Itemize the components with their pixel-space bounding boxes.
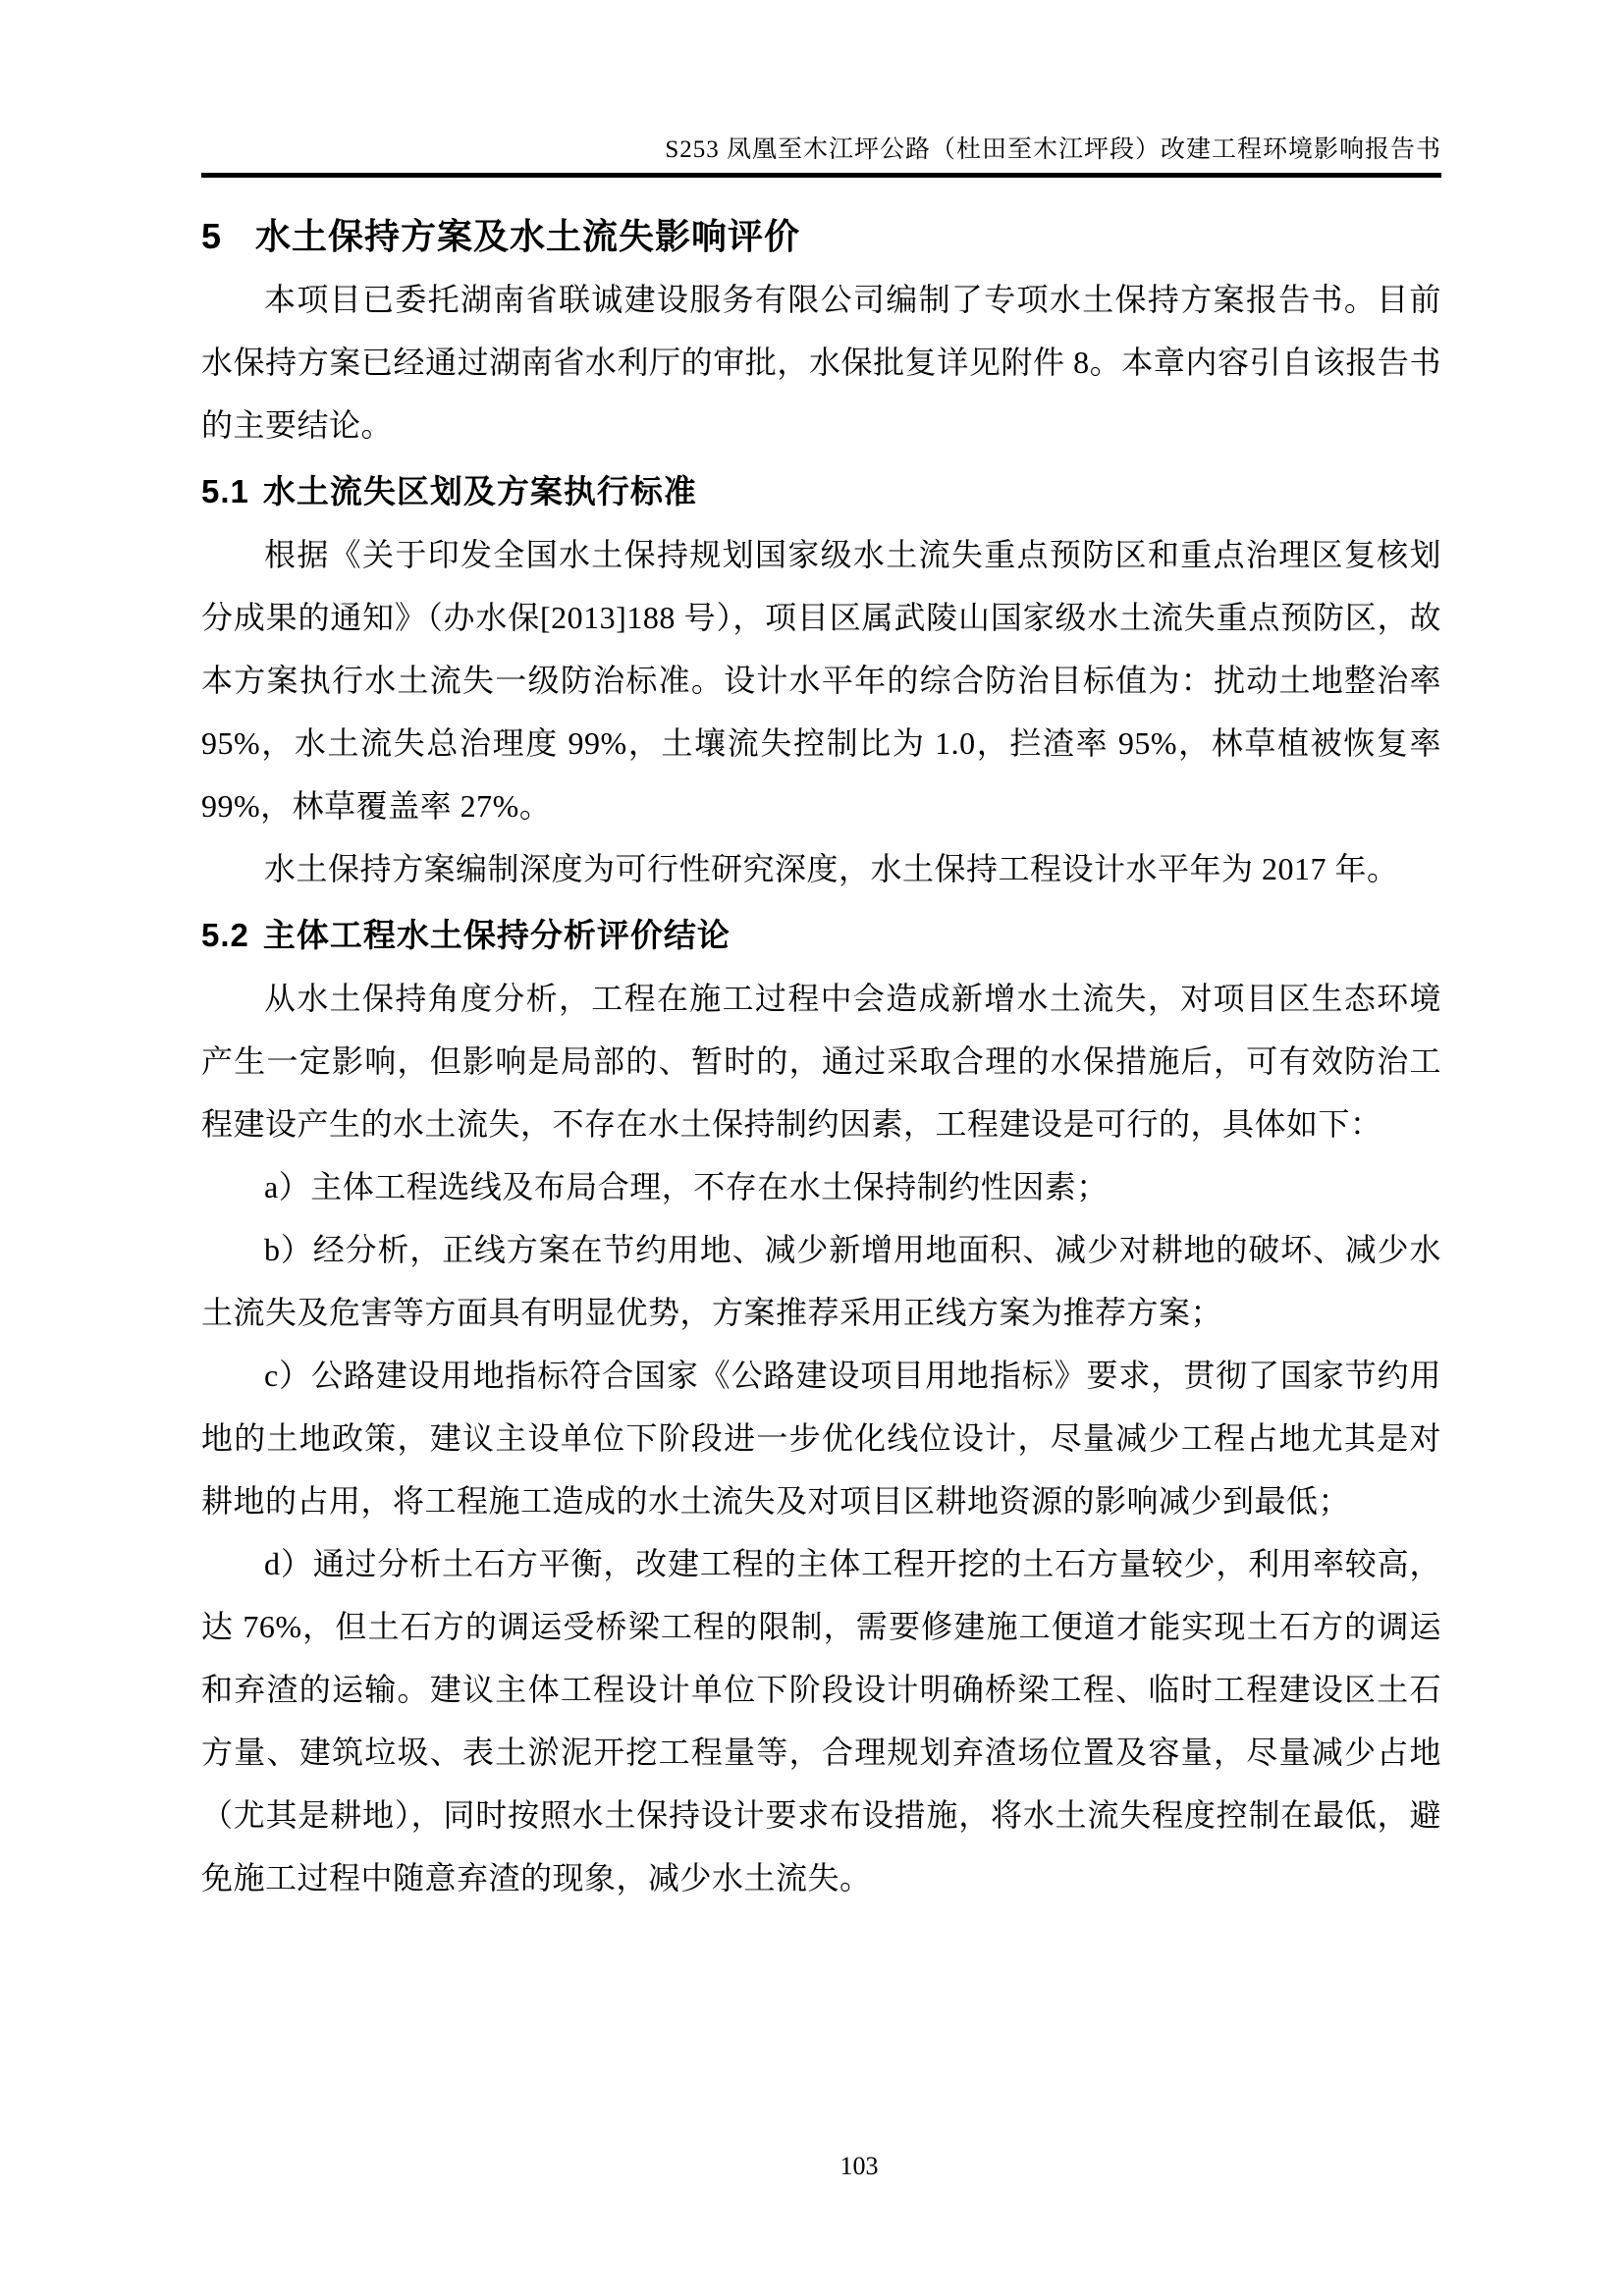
chapter-heading — [201, 205, 1441, 268]
page-header — [201, 0, 1441, 178]
intro-paragraph: 本项目已委托湖南省联诚建设服务有限公司编制了专项水土保持方案报告书。目前水保持方案已经通过湖南省水利厅的审批，水保批复详见附件 8。本章内容引自该报告书的主要结论。 — [201, 282, 1441, 443]
document-body — [201, 179, 1441, 1909]
section-5-1-title: 水土流失区划及方案执行标准 — [262, 473, 697, 509]
header-rule — [201, 173, 1441, 178]
section-5-2-item-d: d）通过分析土石方平衡，改建工程的主体工程开挖的土石方量较少，利用率较高，达 76%，但土石方的调运受桥梁工程的限制，需要修建施工便道才能实现土石方的调运和弃渣的运输。建议主体工程设计单位下阶段设计明确桥梁工程、临时工程建设区土石方量、建筑垃圾、表土淤泥开挖工程量等，合理规划弃渣场位置及容量，尽量减少占地（尤其是耕地），同时按照水土保持设计要求布设措施，将水土流失程度控制在最低，避免施工过程中随意弃渣的现象，减少水土流失。 — [201, 1546, 1441, 1896]
chapter-title: 水土保持方案及水土流失影响评价 — [255, 216, 801, 256]
section-5-2-paragraph-intro: 从水土保持角度分析，工程在施工过程中会造成新增水土流失，对项目区生态环境产生一定影响，但影响是局部的、暂时的，通过采取合理的水保措施后，可有效防治工程建设产生的水土流失，不存在水土保持制约因素，工程建设是可行的，具体如下： — [201, 981, 1441, 1142]
section-5-2-number: 5.2 — [201, 917, 249, 953]
section-heading-5-2 — [201, 904, 1441, 967]
section-5-1-number: 5.1 — [201, 473, 249, 509]
section-5-2-title: 主体工程水土保持分析评价结论 — [262, 917, 731, 953]
section-5-1-paragraph-1: 根据《关于印发全国水土保持规划国家级水土流失重点预防区和重点治理区复核划分成果的通知》（办水保[2013]188 号），项目区属武陵山国家级水土流失重点预防区，故本方案执行水土流失一级防治标准。设计水平年的综合防治目标值为：扰动土地整治率 95%，水土流失总治理度 99%，土壤流失控制比为 1.0，拦渣率 95%，林草植被恢复率 99%，林草覆盖率 27%。 — [201, 537, 1441, 824]
page-footer — [840, 2152, 879, 2181]
section-5-2-item-a: a）主体工程选线及布局合理，不存在水土保持制约性因素； — [264, 1169, 1109, 1204]
page-number: 103 — [839, 2152, 879, 2180]
header-title: S253 凤凰至木江坪公路（杜田至木江坪段）改建工程环境影响报告书 — [665, 136, 1441, 163]
section-heading-5-1 — [201, 460, 1441, 523]
section-5-1-paragraph-2: 水土保持方案编制深度为可行性研究深度，水土保持工程设计水平年为 2017 年。 — [264, 851, 1399, 886]
section-5-2-item-c: c）公路建设用地指标符合国家《公路建设项目用地指标》要求，贯彻了国家节约用地的土地政策，建议主设单位下阶段进一步优化线位设计，尽量减少工程占地尤其是对耕地的占用，将工程施工造成的水土流失及对项目区耕地资源的影响减少到最低； — [201, 1358, 1441, 1519]
chapter-number: 5 — [201, 216, 223, 256]
section-5-2-item-b: b）经分析，正线方案在节约用地、减少新增用地面积、减少对耕地的破坏、减少水土流失及危害等方面具有明显优势，方案推荐采用正线方案为推荐方案； — [201, 1232, 1441, 1330]
